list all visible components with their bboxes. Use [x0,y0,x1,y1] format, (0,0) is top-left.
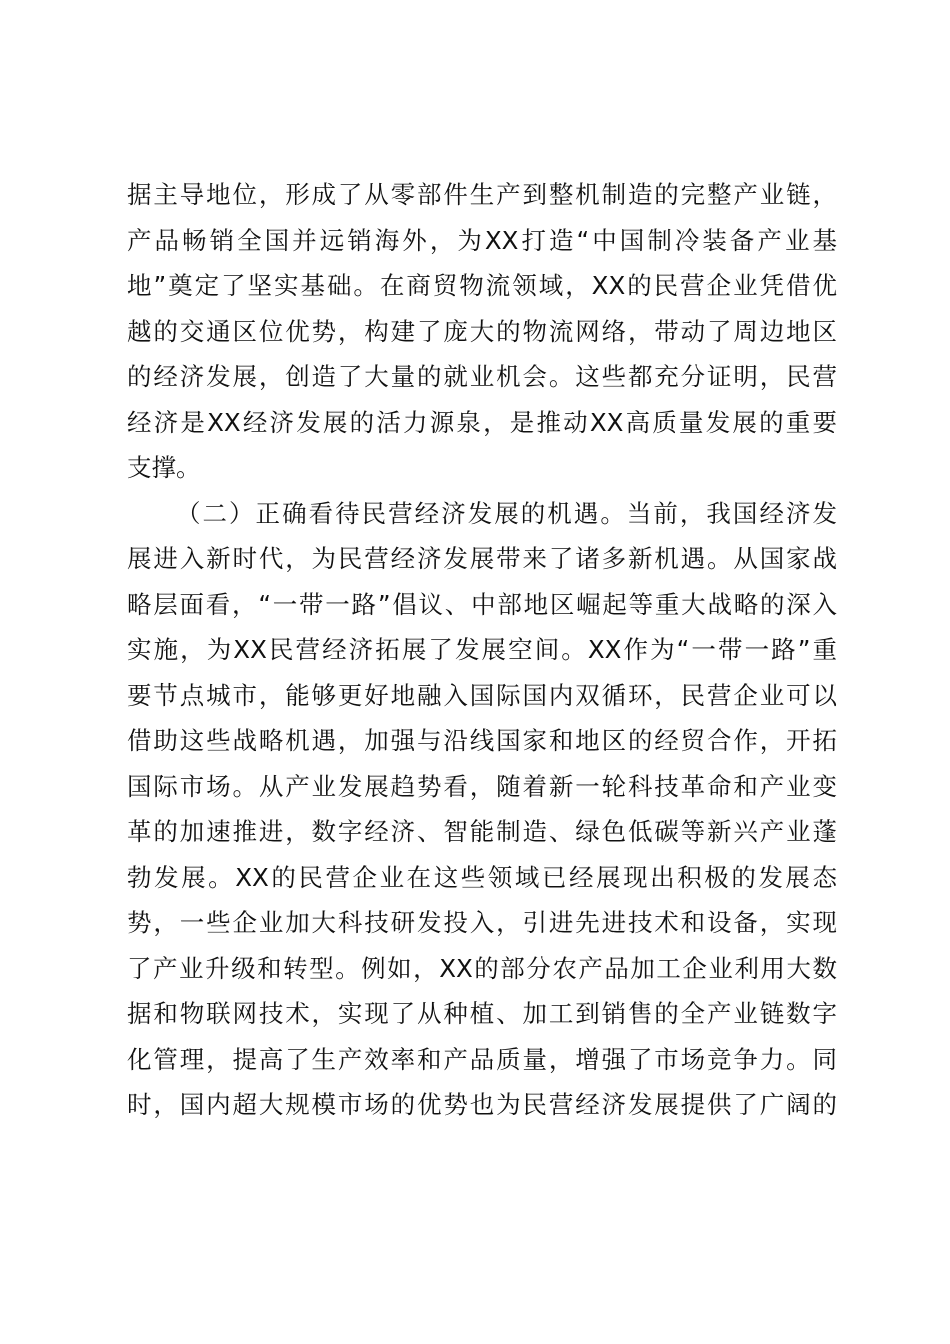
text-line: 实施，为XX民营经济拓展了发展空间。XX作为“一带一路”重 [127,635,837,664]
text-line: 革的加速推进，数字经济、智能制造、绿色低碳等新兴产业蓬 [127,817,837,846]
text-line: 国际市场。从产业发展趋势看，随着新一轮科技革命和产业变 [127,771,837,801]
text-line: 势，一些企业加大科技研发投入，引进先进技术和设备，实现 [127,908,837,937]
body-text [127,172,837,1128]
text-line: 略层面看，“一带一路”倡议、中部地区崛起等重大战略的深入 [127,589,837,619]
paragraph-2 [127,491,837,1128]
text-line: 的经济发展，创造了大量的就业机会。这些都充分证明，民营 [127,362,837,391]
section-heading-line: （二）正确看待民营经济发展的机遇。当前，我国经济发 [176,498,837,528]
text-line: 化管理，提高了生产效率和产品质量，增强了市场竞争力。同 [127,1044,837,1074]
text-line: 勃发展。XX的民营企业在这些领域已经展现出积极的发展态 [127,862,837,892]
text-line: 时，国内超大规模市场的优势也为民营经济发展提供了广阔的 [127,1090,837,1119]
text-line: 了产业升级和转型。例如，XX的部分农产品加工企业利用大数 [127,953,837,983]
text-line: 要节点城市，能够更好地融入国际国内双循环，民营企业可以 [127,680,837,710]
paragraph-1 [127,172,837,491]
text-line: 产品畅销全国并远销海外，为XX打造“中国制冷装备产业基 [127,225,837,255]
text-line: 越的交通区位优势，构建了庞大的物流网络，带动了周边地区 [127,316,837,346]
text-line: 据主导地位，形成了从零部件生产到整机制造的完整产业链， [127,180,837,209]
text-line: 借助这些战略机遇，加强与沿线国家和地区的经贸合作，开拓 [127,726,837,755]
text-line: 据和物联网技术，实现了从种植、加工到销售的全产业链数字 [127,999,837,1028]
text-line: 地”奠定了坚实基础。在商贸物流领域，XX的民营企业凭借优 [127,271,837,300]
text-line: 支撑。 [127,453,201,482]
text-line: 经济是XX经济发展的活力源泉，是推动XX高质量发展的重要 [127,407,837,437]
text-line: 展进入新时代，为民营经济发展带来了诸多新机遇。从国家战 [127,544,837,573]
